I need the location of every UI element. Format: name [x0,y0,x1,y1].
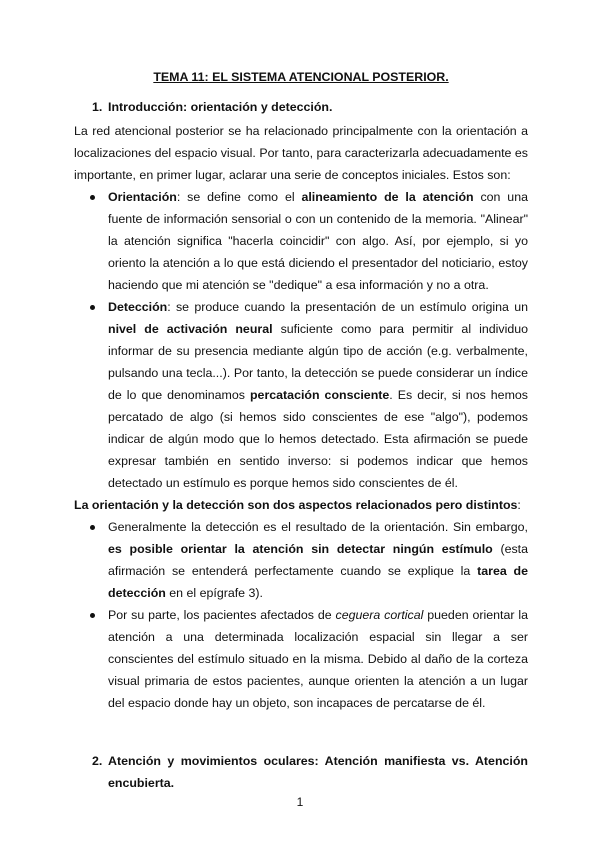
relation-item-second [74,604,528,714]
deteccion-bold-2: percatación consciente [249,388,390,402]
relation-paragraph [74,494,528,516]
term-deteccion: Detección [108,300,168,314]
first-text-2: (esta afirmación se entenderá perfectamente cuando se explique la [108,542,528,578]
section-1-heading [74,96,528,118]
orientacion-bold-1: alineamiento de la atención [301,190,474,204]
deteccion-text-1: : se produce cuando la presentación de un estímulo origina un [167,300,528,314]
section-1-number: 1. [92,100,103,114]
orientacion-text-2: con una fuente de información sensorial o con un contenido de la memoria. "Alinear" la atención significa "hacerla coincidir" con algo. Así, por ejemplo, si yo oriento la atención a lo que está diciendo el presentador del noticiario, estoy haciendo que mi atención se "dedique" a esa información y no a otra. [108,190,528,292]
section-2-heading [74,750,528,794]
concept-list [74,186,528,494]
first-bold-1: es posible orientar la atención sin detectar ningún estímulo [108,542,493,556]
orientacion-text-1: : se define como el [176,190,302,204]
section-2-number: 2. [92,754,103,768]
page-number: 1 [296,795,304,809]
second-italic-1: ceguera cortical [335,608,424,622]
first-text-1: Generalmente la detección es el resultado de la orientación. Sin embargo, [108,520,528,534]
relation-lead: La orientación y la detección son dos aspectos relacionados pero distintos [74,498,518,512]
relation-colon: : [517,498,521,512]
second-text-2: pueden orientar la atención a una determinada localización espacial sin llegar a ser conscientes del estímulo situado en la misma. Debido al daño de la corteza visual primaria de estos pacientes, aunque orienten la atención a un lugar del espacio donde hay un objeto, son incapaces de percatarse de él. [108,608,528,710]
section-2-heading-text: Atención y movimientos oculares: Atención manifiesta vs. Atención encubierta. [108,754,528,790]
bullet-icon [90,525,95,530]
deteccion-text-2: suficiente como para permitir al individuo informar de su presencia mediante algún tipo de acción (e.g. verbalmente, pulsando una tecla...). Por tanto, la detección se puede considerar un índice de lo que denominamos [108,322,528,402]
first-bold-2: tarea de detección [108,564,528,600]
bullet-icon [90,195,95,200]
concept-deteccion [74,296,528,494]
section-1-heading-text: Introducción: orientación y detección. [108,100,333,114]
term-orientacion: Orientación [108,190,177,204]
page-content [74,66,528,794]
relation-item-first [74,516,528,604]
deteccion-text-3: . Es decir, si nos hemos percatado de algo (si hemos sido conscientes de ese "algo"), podemos indicar de algún modo que lo hemos detectado. Esta afirmación se puede expresar también en sentido inverso: si podemos indicar que hemos detectado un estímulo es porque hemos sido conscientes de él. [108,388,528,490]
intro-paragraph: La red atencional posterior se ha relacionado principalmente con la orientación a localizaciones del espacio visual. Por tanto, para caracterizarla adecuadamente es importante, en primer lugar, aclarar una serie de conceptos iniciales. Estos son: [74,124,528,182]
deteccion-bold-1: nivel de activación neural [108,322,273,336]
first-text-3: en el epígrafe 3). [165,586,263,600]
bullet-icon [90,613,95,618]
concept-orientacion [74,186,528,296]
relation-list [74,516,528,714]
document-title: TEMA 11: EL SISTEMA ATENCIONAL POSTERIOR. [153,70,449,84]
second-text-1: Por su parte, los pacientes afectados de [108,608,336,622]
bullet-icon [90,305,95,310]
